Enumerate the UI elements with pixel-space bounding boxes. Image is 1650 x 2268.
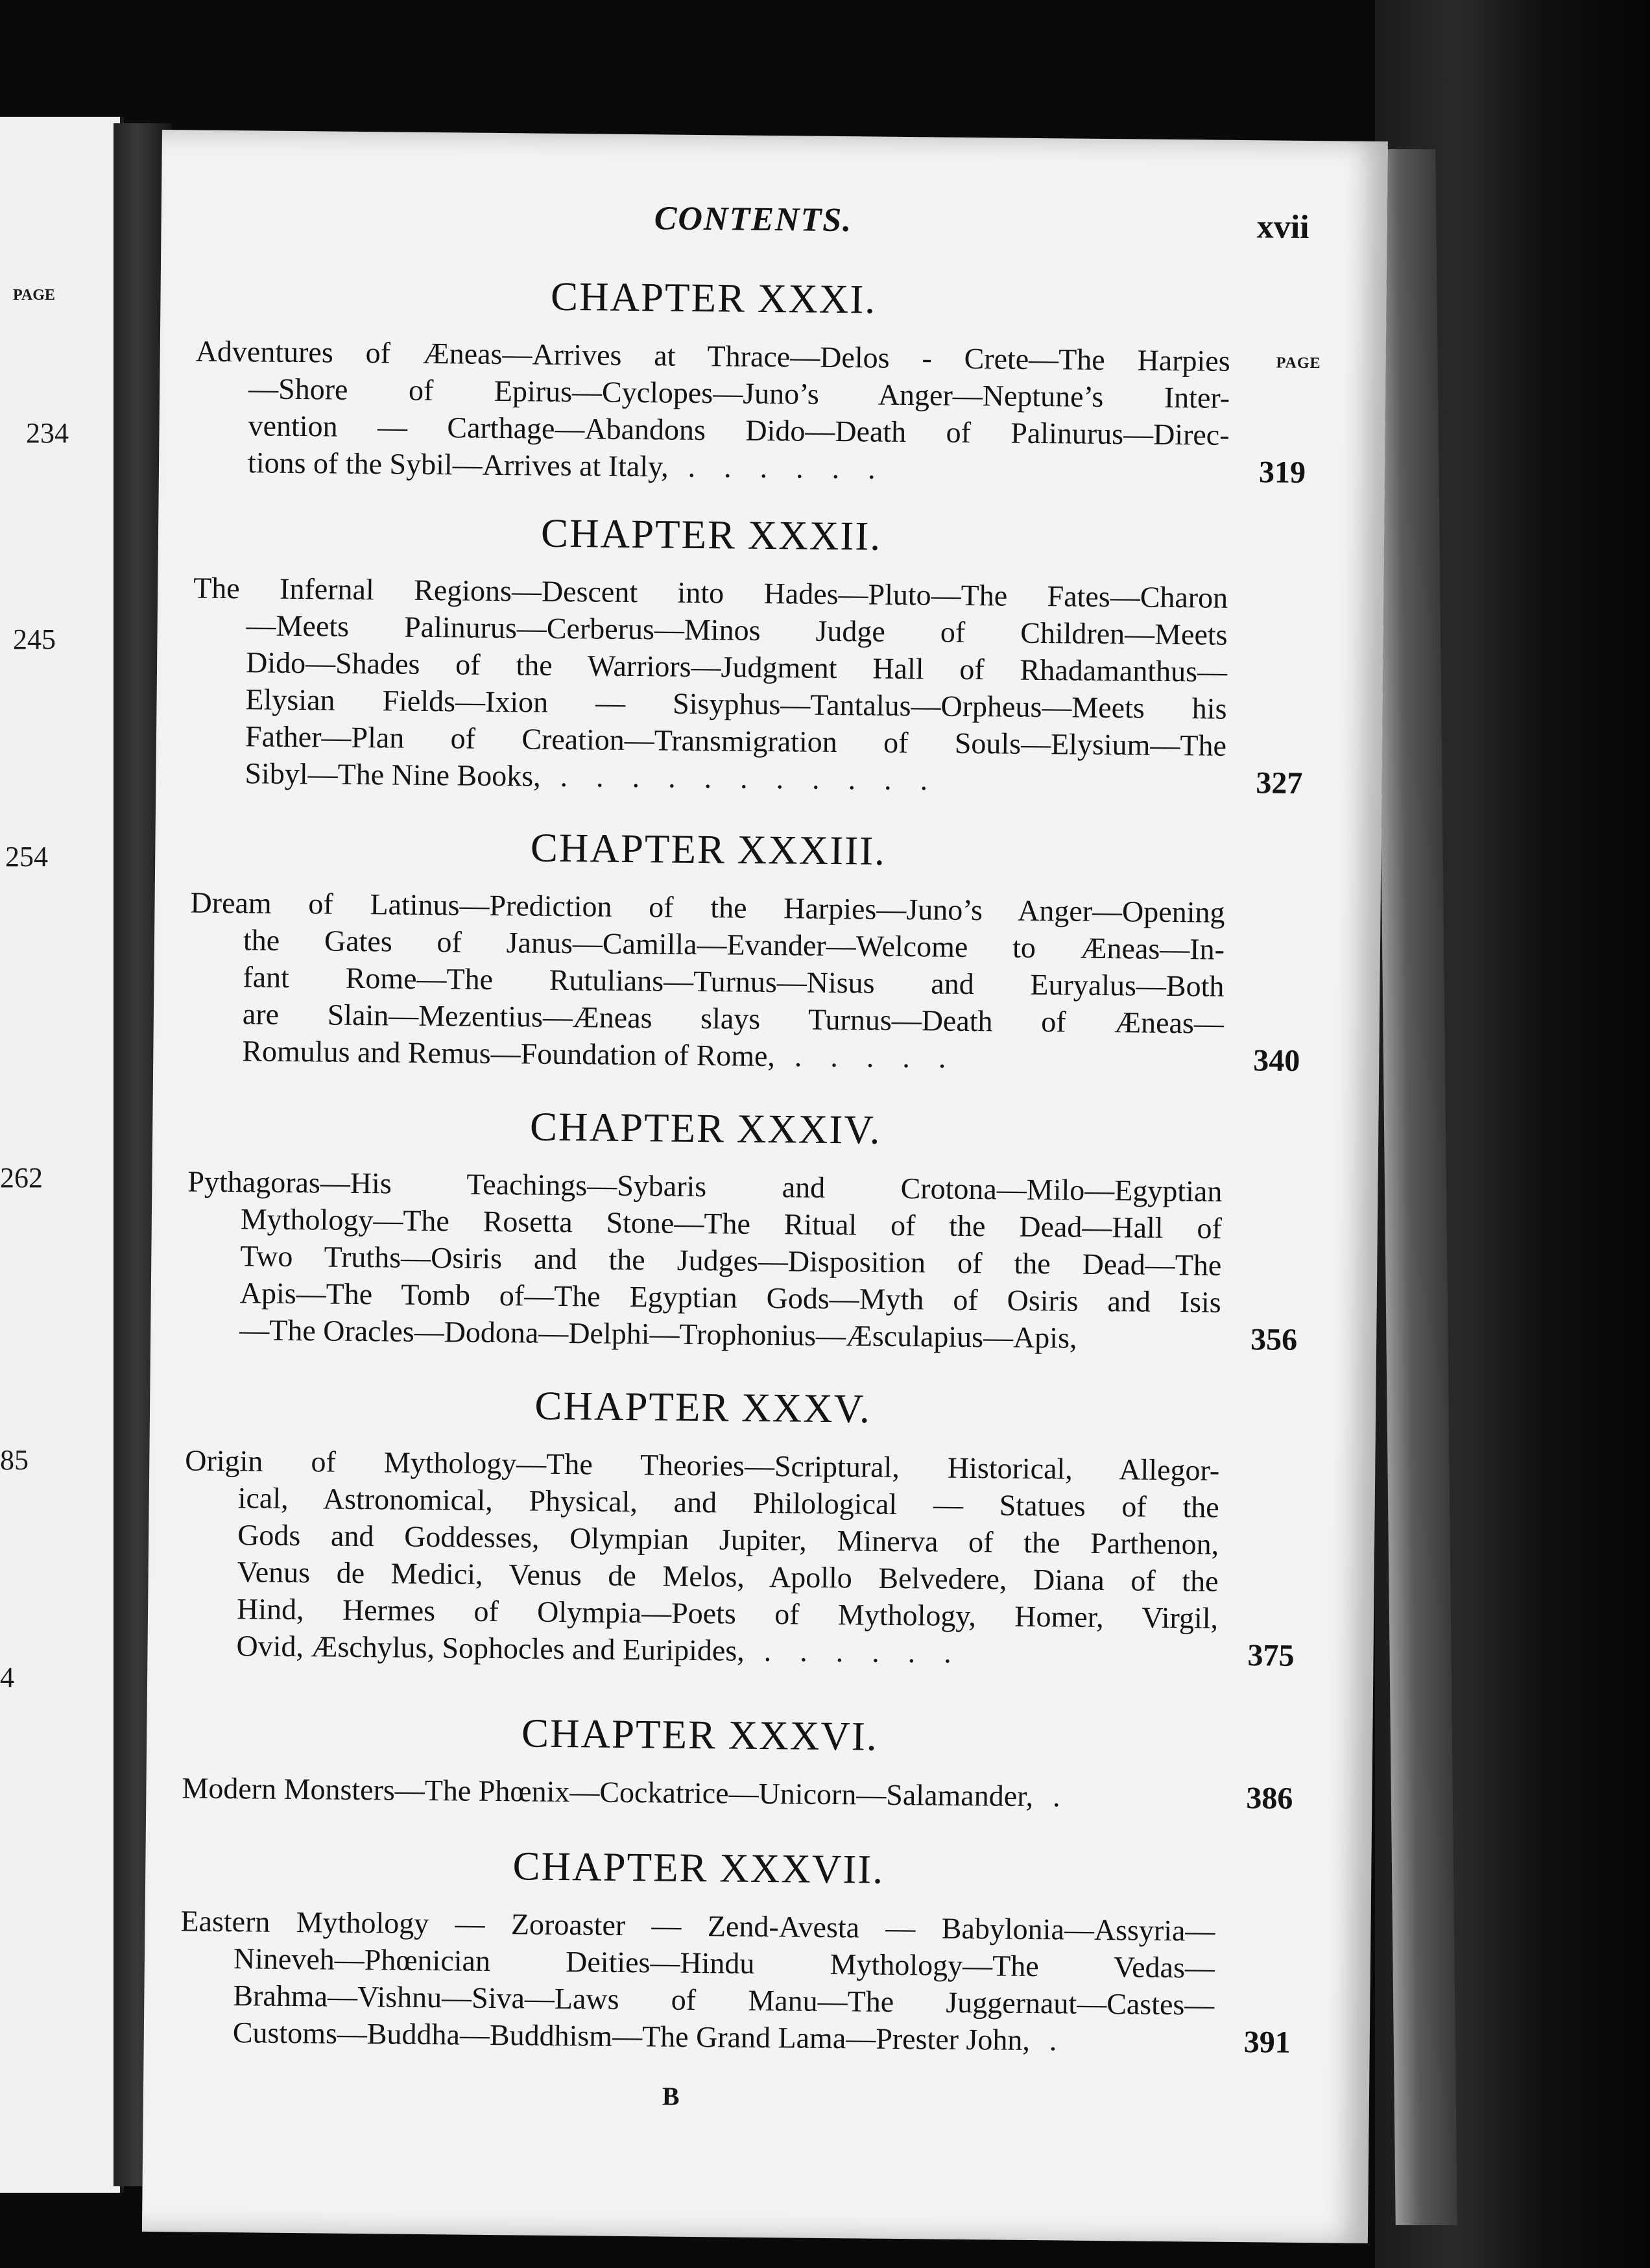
chapter-summary-last-line: Romulus and Remus—Foundation of Rome, ..... 340 xyxy=(242,1034,1300,1078)
left-page-number: 85 xyxy=(0,1444,29,1476)
page-column-label: PAGE xyxy=(1276,354,1321,372)
chapter-title: CHAPTER XXXII. xyxy=(540,510,882,559)
running-head-title: CONTENTS. xyxy=(654,200,853,239)
chapter-summary-last-line: Sibyl—The Nine Books, ........... 327 xyxy=(245,756,1303,801)
chapter-summary-line: the Gates of Janus—Camilla—Evander—Welcome to Æneas—In- xyxy=(243,923,1225,966)
chapter-entry xyxy=(182,1706,1293,1816)
chapter-summary-line: —Shore of Epirus—Cyclopes—Juno’s Anger—Neptune’s Inter- xyxy=(248,372,1230,415)
chapter-summary-line: —The Oracles—Dodona—Delphi—Trophonius—Æsculapius—Apis, xyxy=(239,1313,1077,1355)
chapter-page-number: 340 xyxy=(1253,1043,1300,1078)
chapter-entry xyxy=(186,1100,1298,1357)
running-head-page-number: xvii xyxy=(1256,208,1309,246)
chapter-summary-line: ical, Astronomical, Physical, and Philological — Statues of the xyxy=(237,1481,1219,1524)
chapter-summary-line: Gods and Goddesses, Olympian Jupiter, Minerva of the Parthenon, xyxy=(237,1518,1219,1561)
chapter-summary-line: Nineveh—Phœnician Deities—Hindu Mythology—The Vedas— xyxy=(233,1942,1215,1984)
chapter-summary-line: Father—Plan of Creation—Transmigration of Souls—Elysium—The xyxy=(245,719,1227,762)
chapter-summary-line: vention — Carthage—Abandons Dido—Death of Palinurus—Direc- xyxy=(248,409,1230,452)
chapter-title: CHAPTER XXXIV. xyxy=(529,1104,881,1153)
chapter-title: CHAPTER XXXVII. xyxy=(512,1843,885,1892)
chapter-summary-last-line: Ovid, Æschylus, Sophocles and Euripides, ...... 375 xyxy=(236,1629,1295,1673)
chapter-summary-line: Dido—Shades of the Warriors—Judgment Hall of Rhadamanthus— xyxy=(245,645,1228,688)
chapter-summary-line: Venus de Medici, Venus de Melos, Apollo Belvedere, Diana of the xyxy=(237,1555,1219,1598)
left-page-header: PAGE xyxy=(13,287,55,304)
chapter-summary-line: Sibyl—The Nine Books, xyxy=(245,756,541,793)
chapter-summary-line: are Slain—Mezentius—Æneas slays Turnus—Death of Æneas— xyxy=(242,997,1225,1040)
chapter-summary-line: Mythology—The Rosetta Stone—The Ritual of the Dead—Hall of xyxy=(240,1202,1223,1245)
chapter-summary-last-line: Modern Monsters—The Phœnix—Cockatrice—Unicorn—Salamander, . 386 xyxy=(182,1771,1293,1816)
chapter-entry xyxy=(191,507,1303,801)
chapter-page-number: 391 xyxy=(1243,2025,1291,2060)
chapter-title: CHAPTER XXXV. xyxy=(534,1382,872,1432)
chapter-summary-line: Hind, Hermes of Olympia—Poets of Mythology, Homer, Virgil, xyxy=(236,1592,1219,1635)
chapter-summary-line: Ovid, Æschylus, Sophocles and Euripides, xyxy=(236,1629,745,1667)
chapter-summary-line: Romulus and Remus—Foundation of Rome, xyxy=(242,1034,776,1073)
chapter-page-number: 386 xyxy=(1246,1781,1293,1816)
chapter-entry xyxy=(183,1379,1295,1673)
chapter-page-number: 327 xyxy=(1256,766,1303,801)
chapter-summary-line: Elysian Fields—Ixion — Sisyphus—Tantalus—Orpheus—Meets his xyxy=(245,682,1227,725)
contents-page xyxy=(142,130,1388,2243)
left-page-number: 254 xyxy=(5,841,48,873)
chapter-summary-line: Modern Monsters—The Phœnix—Cockatrice—Unicorn—Salamander, xyxy=(182,1771,1034,1813)
chapter-summary-line: tions of the Sybil—Arrives at Italy, xyxy=(247,446,669,483)
chapter-title: CHAPTER XXXVI. xyxy=(521,1710,878,1759)
chapter-page-number: 356 xyxy=(1250,1322,1298,1357)
chapter-entry xyxy=(189,821,1300,1078)
chapter-summary-last-line: Customs—Buddha—Buddhism—The Grand Lama—Prester John, . 391 xyxy=(232,2016,1291,2060)
running-head xyxy=(161,195,1387,245)
chapter-summary-last-line: tions of the Sybil—Arrives at Italy, ...... 319 xyxy=(247,446,1306,490)
chapter-summary-line: Customs—Buddha—Buddhism—The Grand Lama—Prester John, xyxy=(232,2016,1031,2057)
chapter-page-number: 375 xyxy=(1247,1638,1295,1673)
chapter-page-number: 319 xyxy=(1258,455,1306,490)
chapter-summary-line: Brahma—Vishnu—Siva—Laws of Manu—The Juggernaut—Castes— xyxy=(233,1979,1215,2021)
left-page-number: 245 xyxy=(13,623,56,655)
signature-mark: B xyxy=(662,2081,680,2111)
chapter-summary-line: Pythagoras—His Teachings—Sybaris and Crotona—Milo—Egyptian xyxy=(187,1164,1223,1208)
left-page-number: 4 xyxy=(0,1661,14,1693)
chapter-entry xyxy=(180,1839,1291,2060)
chapter-title: CHAPTER XXXI. xyxy=(550,273,877,322)
chapter-summary-line: Origin of Mythology—The Theories—Scriptural, Historical, Allegor- xyxy=(185,1443,1220,1487)
chapter-summary-line: —Meets Palinurus—Cerberus—Minos Judge of Children—Meets xyxy=(246,609,1228,651)
chapter-summary-line: Adventures of Æneas—Arrives at Thrace—Delos - Crete—The Harpies xyxy=(195,334,1230,378)
left-page-number: 262 xyxy=(0,1162,43,1194)
chapter-summary-line: The Infernal Regions—Descent into Hades—Pluto—The Fates—Charon xyxy=(193,571,1228,614)
left-facing-page xyxy=(0,117,124,2193)
chapter-summary-line: fant Rome—The Rutulians—Turnus—Nisus and Euryalus—Both xyxy=(243,960,1225,1003)
chapter-summary-line: Eastern Mythology — Zoroaster — Zend-Avesta — Babylonia—Assyria— xyxy=(180,1904,1215,1948)
left-page-number: 234 xyxy=(26,417,69,449)
chapter-summary-line: Dream of Latinus—Prediction of the Harpies—Juno’s Anger—Opening xyxy=(190,886,1225,929)
chapter-summary-line: Apis—The Tomb of—The Egyptian Gods—Myth of Osiris and Isis xyxy=(239,1276,1221,1319)
chapter-summary-line: Two Truths—Osiris and the Judges—Disposition of the Dead—The xyxy=(240,1239,1222,1282)
chapter-title: CHAPTER XXXIII. xyxy=(530,825,887,874)
